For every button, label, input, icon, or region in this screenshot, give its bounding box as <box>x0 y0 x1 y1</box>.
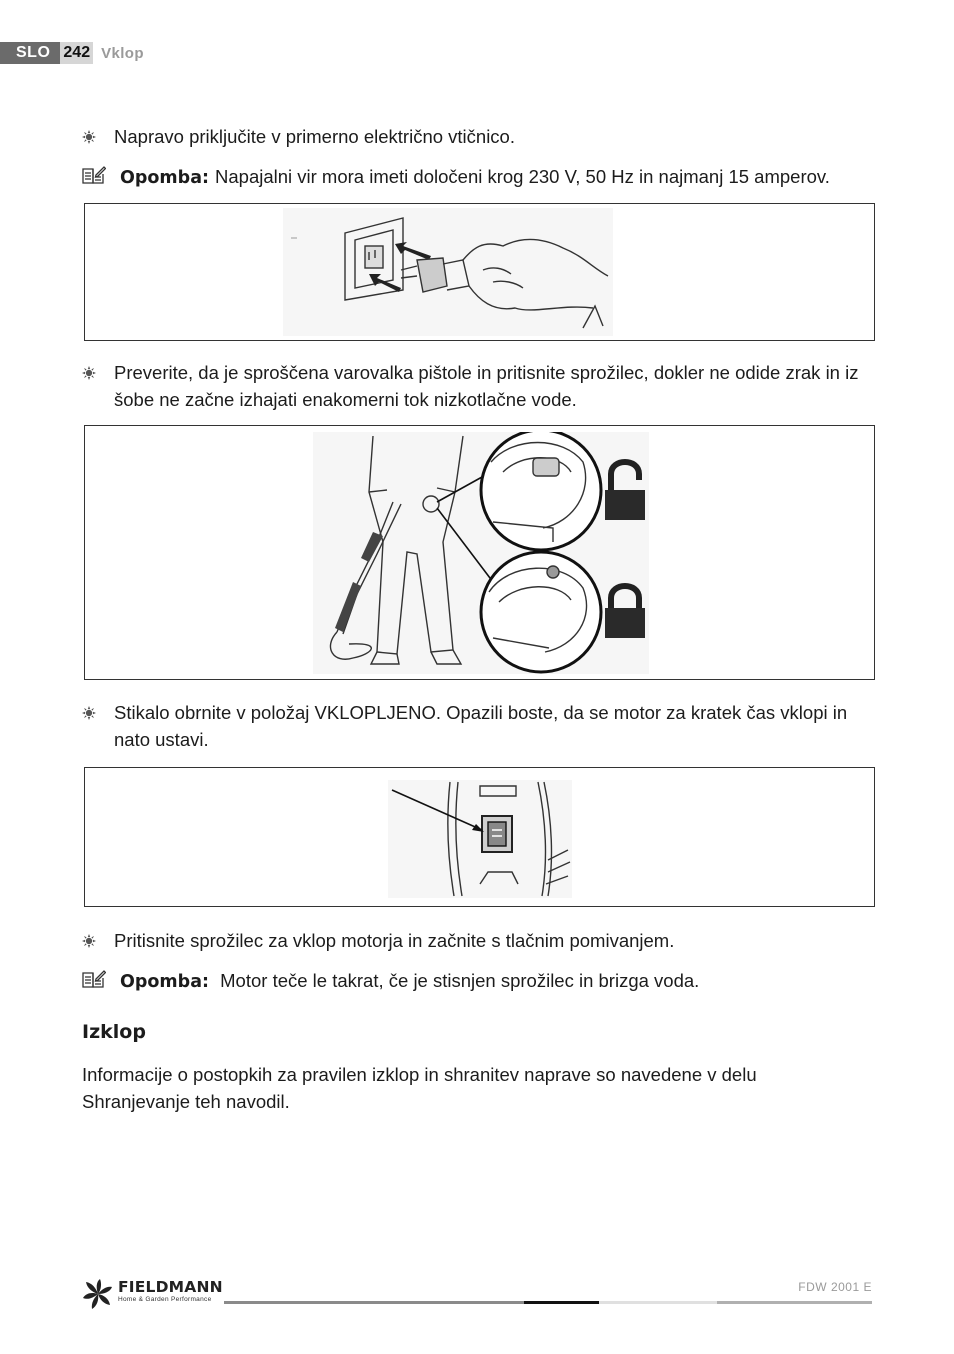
bullet-icon <box>82 123 114 150</box>
body-paragraph: Informacije o postopkih za pravilen izklop in shranitev naprave so navedene v delu Shranjevanje teh navodil. <box>82 1064 757 1112</box>
footer-line-segment <box>224 1301 524 1304</box>
language-tab: SLO <box>0 42 60 64</box>
section-title: Vklop <box>101 44 144 62</box>
bullet-item-1 <box>82 123 872 150</box>
fieldmann-logo-icon <box>82 1278 114 1310</box>
brand-name: FIELDMANN <box>118 1278 223 1296</box>
model-code: FDW 2001 E <box>798 1280 872 1294</box>
figure-trigger-lock <box>84 425 875 680</box>
note-icon <box>82 967 120 991</box>
note-1 <box>82 163 872 192</box>
note-icon <box>82 163 120 187</box>
power-switch-illustration <box>388 780 572 898</box>
section-heading: Izklop <box>82 1021 146 1043</box>
bullet-text: Napravo priključite v primerno električno vtičnico. <box>114 126 515 147</box>
bullet-item-2 <box>82 359 872 413</box>
bullet-item-4 <box>82 927 872 954</box>
bullet-text: Stikalo obrnite v položaj VKLOPLJENO. Opazili boste, da se motor za kratek čas vklopi in nato ustavi. <box>114 702 848 750</box>
bullet-icon <box>82 699 114 726</box>
plug-socket-illustration <box>283 208 613 336</box>
figure-power-switch <box>84 767 875 907</box>
bullet-text: Preverite, da je sproščena varovalka pištole in pritisnite sprožilec, dokler ne odide zrak in iz šobe ne začne izhajati enakomerni tok nizkotlačne vode. <box>114 362 859 410</box>
footer-line-segment <box>599 1301 717 1304</box>
bullet-icon <box>82 359 114 386</box>
note-label: Opomba: <box>120 972 209 992</box>
footer-line-segment <box>524 1301 599 1304</box>
bullet-item-3 <box>82 699 872 753</box>
bullet-icon <box>82 927 114 954</box>
note-text: Napajalni vir mora imeti določeni krog 230 V, 50 Hz in najmanj 15 amperov. <box>215 166 830 187</box>
page-header <box>0 42 144 64</box>
note-label: Opomba: <box>120 168 209 188</box>
note-text: Motor teče le takrat, če je stisnjen sprožilec in brizga voda. <box>220 970 700 991</box>
fieldmann-logo <box>82 1278 223 1310</box>
note-2 <box>82 967 872 996</box>
page-footer <box>82 1276 872 1316</box>
brand-tagline: Home & Garden Performance <box>118 1296 212 1303</box>
trigger-lock-illustration <box>313 432 649 674</box>
footer-line-segment <box>717 1301 872 1304</box>
figure-plug-socket <box>84 203 875 341</box>
page-number: 242 <box>60 42 93 64</box>
bullet-text: Pritisnite sprožilec za vklop motorja in začnite s tlačnim pomivanjem. <box>114 930 675 951</box>
